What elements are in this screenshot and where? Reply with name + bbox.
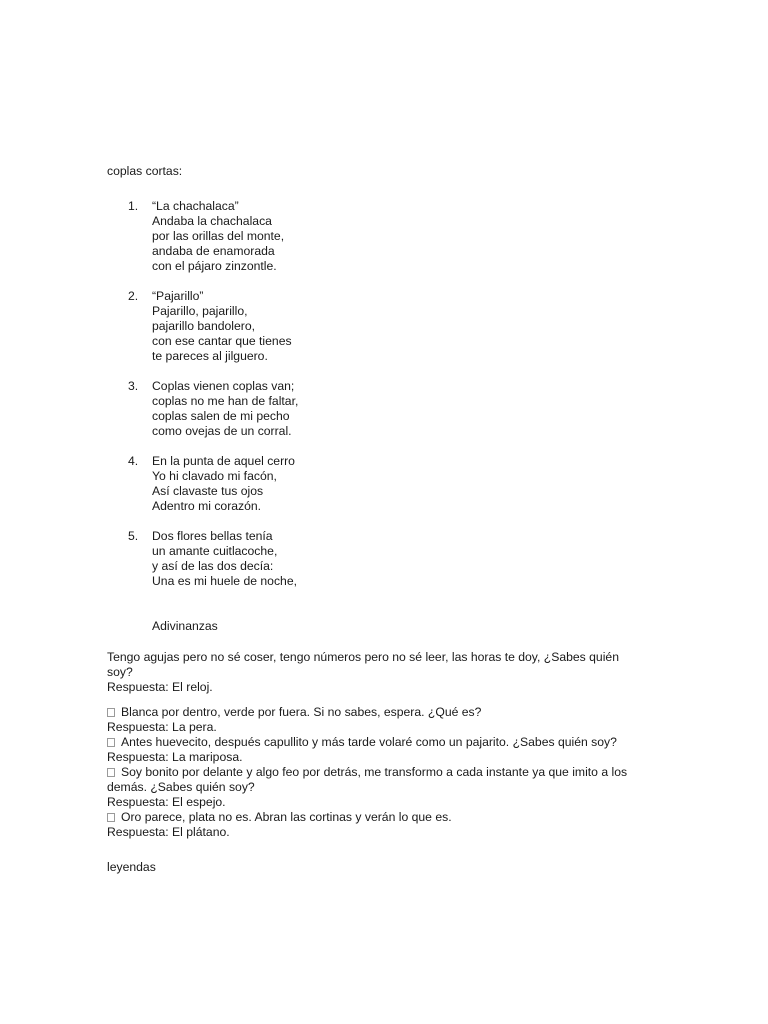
copla-line: te pareces al jilguero. xyxy=(152,349,268,363)
bullet-icon xyxy=(107,708,115,717)
copla-line: Andaba la chachalaca xyxy=(152,214,272,228)
bullet-icon xyxy=(107,738,115,747)
copla-line: por las orillas del monte, xyxy=(152,229,285,243)
copla-line: y así de las dos decía: xyxy=(152,559,274,573)
copla-line: con ese cantar que tienes xyxy=(152,334,292,348)
riddle-item xyxy=(107,810,652,840)
copla-number: 3. xyxy=(128,379,139,393)
riddle-intro xyxy=(107,650,647,695)
copla-line: andaba de enamorada xyxy=(152,244,275,258)
copla-item xyxy=(128,529,528,589)
copla-line: Pajarillo, pajarillo, xyxy=(152,304,248,318)
riddle-question: Blanca por dentro, verde por fuera. Si no sabes, espera. ¿Qué es? xyxy=(121,705,482,719)
copla-number: 2. xyxy=(128,289,139,303)
riddle-list xyxy=(107,705,652,840)
copla-line: pajarillo bandolero, xyxy=(152,319,255,333)
coplas-heading: coplas cortas: xyxy=(107,164,183,178)
copla-number: 1. xyxy=(128,199,139,213)
copla-line: Así clavaste tus ojos xyxy=(152,484,264,498)
adivinanzas-heading: Adivinanzas xyxy=(152,619,218,633)
riddle-answer: Respuesta: La mariposa. xyxy=(107,750,243,764)
riddle-item xyxy=(107,705,652,735)
copla-line: con el pájaro zinzontle. xyxy=(152,259,277,273)
copla-line: “La chachalaca” xyxy=(152,199,239,213)
copla-line: coplas no me han de faltar, xyxy=(152,394,299,408)
riddle-answer: Respuesta: El reloj. xyxy=(107,680,213,694)
riddle-item xyxy=(107,765,652,810)
copla-line: “Pajarillo” xyxy=(152,289,204,303)
copla-item xyxy=(128,289,528,364)
coplas-list xyxy=(128,199,528,604)
riddle-question: Antes huevecito, después capullito y más tarde volaré como un pajarito. ¿Sabes quién soy? xyxy=(121,735,617,749)
copla-line: Una es mi huele de noche, xyxy=(152,574,297,588)
riddle-answer: Respuesta: La pera. xyxy=(107,720,217,734)
riddle-question: Oro parece, plata no es. Abran las cortinas y verán lo que es. xyxy=(121,810,452,824)
riddle-question: Soy bonito por delante y algo feo por detrás, me transformo a cada instante ya que imito a los demás. ¿Sabes quién soy? xyxy=(107,765,628,794)
copla-line: Dos flores bellas tenía xyxy=(152,529,273,543)
riddle-answer: Respuesta: El espejo. xyxy=(107,795,226,809)
copla-item xyxy=(128,454,528,514)
riddle-item xyxy=(107,735,652,765)
copla-line: Coplas vienen coplas van; xyxy=(152,379,295,393)
copla-line: Adentro mi corazón. xyxy=(152,499,262,513)
leyendas-heading: leyendas xyxy=(107,860,156,874)
copla-item xyxy=(128,379,528,439)
riddle-answer: Respuesta: El plátano. xyxy=(107,825,230,839)
copla-item xyxy=(128,199,528,274)
copla-line: En la punta de aquel cerro xyxy=(152,454,295,468)
bullet-icon xyxy=(107,768,115,777)
riddle-question: Tengo agujas pero no sé coser, tengo números pero no sé leer, las horas te doy, ¿Sabes quién soy? xyxy=(107,650,619,679)
copla-number: 5. xyxy=(128,529,139,543)
copla-number: 4. xyxy=(128,454,139,468)
copla-line: coplas salen de mi pecho xyxy=(152,409,290,423)
bullet-icon xyxy=(107,813,115,822)
copla-line: un amante cuitlacoche, xyxy=(152,544,278,558)
copla-line: Yo hi clavado mi facón, xyxy=(152,469,277,483)
copla-line: como ovejas de un corral. xyxy=(152,424,292,438)
